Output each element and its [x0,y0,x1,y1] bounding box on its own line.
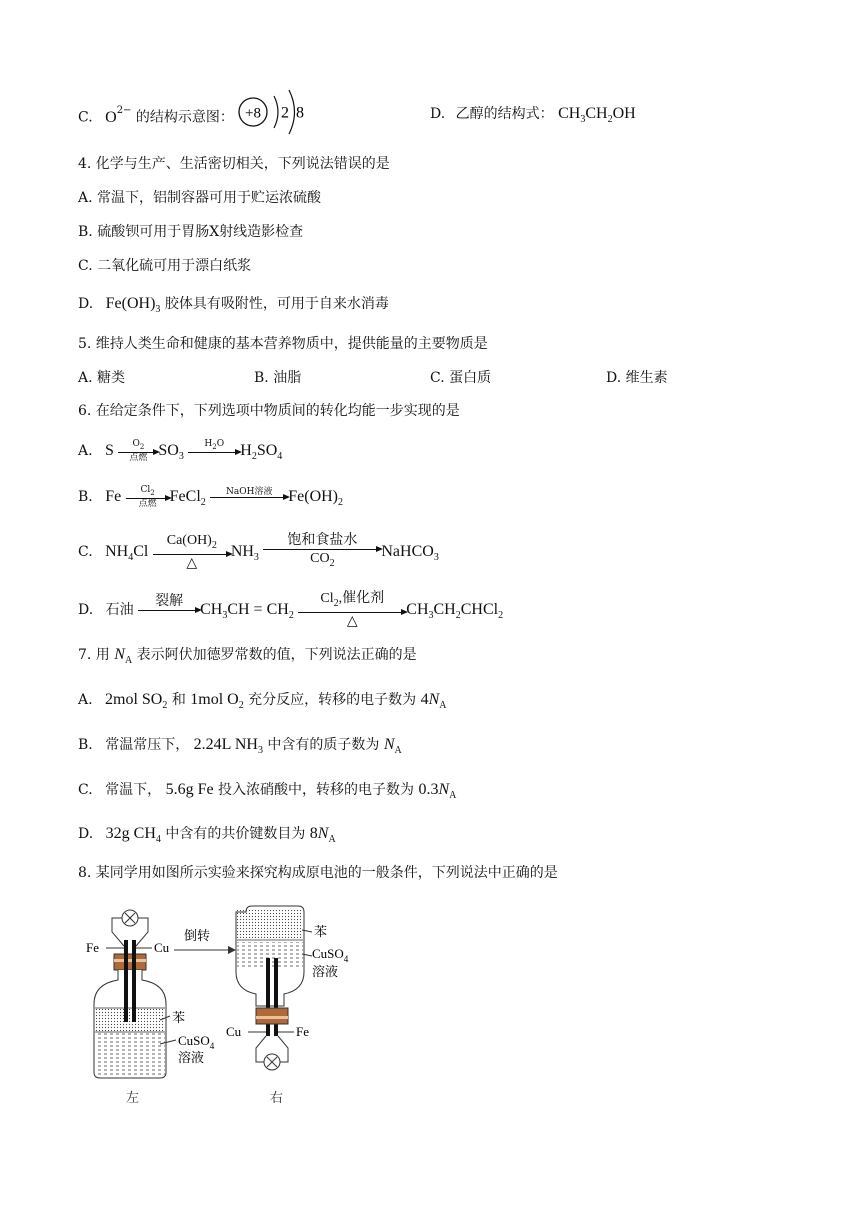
q6-d-s1: 石油 [105,602,134,618]
q3-c-label: C. [78,109,93,126]
right-caption: 右 [270,1091,284,1106]
q4-option-c: C. 二氧化硫可用于漂白纸浆 [78,258,252,274]
q7-option-d [78,824,336,850]
q4-d-label: D. [78,296,94,312]
right-cu-label: Cu [226,1024,242,1039]
q3-c-charge: 2− [116,105,132,116]
q6-a-s2: $SO_3$ [158,442,184,463]
left-fe-label: Fe [86,940,99,955]
shell-2-count: 8 [296,104,304,122]
q7-option-c [78,780,456,806]
q7-stem-post: 表示阿伏加德罗常数的值，下列说法正确的是 [136,647,417,663]
q6-d-arrow-2 [298,590,406,630]
q6-a-arrow1-bottom: 点燃 [129,452,148,463]
q6-b-arrow2-top: NaOH溶液 [226,486,273,497]
q6-option-a [78,436,282,466]
q7-c-value: $0.3N_A$ [418,781,457,802]
q6-a-arrow2-top: $H_2O$ [204,439,225,451]
q7-d-label: D. [78,826,94,842]
q3-option-c [78,102,234,126]
q6-d-arrow2-bottom: △ [346,612,358,629]
q6-c-arrow-2 [263,532,381,572]
q7-d-ch4: 32g $CH_4$ [105,825,161,846]
q7-stem-pre: 7. 用 [78,647,110,663]
q6-option-b [78,482,343,512]
q3-d-text: 乙醇的结构式： [455,106,554,122]
q6-d-arrow-1 [138,593,200,628]
left-cu-label: Cu [154,940,170,955]
q6-c-label: C. [78,544,93,560]
q6-d-label: D. [78,602,94,618]
q4-d-formula: $Fe(OH)_3$ [105,295,161,316]
q6-c-arrow1-bottom: △ [186,554,198,571]
left-caption: 左 [126,1091,140,1106]
right-fe-label: Fe [296,1024,309,1039]
q6-b-label: B. [78,489,93,505]
q5-option-a: A. 糖类 [78,370,126,386]
q6-d-s3: $CH_3CH_2CHCl_2$ [406,601,504,622]
q6-c-arrow-1 [153,532,231,572]
q6-c-arrow1-top: $Ca(OH)_2$ [166,533,217,551]
q7-b-nh3: 2.24L $NH_3$ [193,736,263,757]
q7-option-a [78,690,447,716]
invert-arrow [174,929,236,954]
q7-option-b [78,735,402,761]
q6-b-s1: Fe [105,488,122,505]
q5-stem: 5. 维持人类生命和健康的基本营养物质中，提供能量的主要物质是 [78,336,488,352]
q5-option-b: B. 油脂 [254,370,302,386]
q6-option-d [78,588,503,632]
q6-c-s1: $NH_4Cl$ [105,543,149,564]
q6-a-s3: $H_2SO_4$ [240,442,283,463]
q7-b-value: $N_A$ [383,736,402,757]
q7-c-fe: 5.6g Fe [165,781,214,798]
q7-c-label: C. [78,782,93,798]
q6-d-s2: $CH_3CH = CH_2$ [200,601,294,622]
q6-b-s3: $Fe(OH)_2$ [288,488,343,509]
q6-a-label: A. [78,443,93,459]
q6-c-s2: $NH_3$ [230,543,259,564]
q7-b-text: 中含有的质子数为 [267,737,380,753]
shell-1-count: 2 [281,104,289,122]
q7-stem [78,645,417,671]
oxide-ion-structure-diagram [236,86,316,138]
q4-option-b: B. 硫酸钡可用于胃肠X射线造影检查 [78,224,304,240]
right-benzene-label: 苯 [314,925,328,940]
q5-option-d: D. 维生素 [606,370,668,386]
q7-a-value: $4N_A$ [420,691,447,712]
q6-a-arrow-2 [188,439,240,463]
q6-b-arrow1-bottom: 点燃 [138,498,157,509]
q6-c-s3: NaHCO$_3$ [381,543,439,564]
right-apparatus [226,906,349,1106]
q6-c-arrow2-top: 饱和食盐水 [287,532,358,549]
q7-a-so2: 2mol $SO_2$ [105,691,168,712]
nucleus-charge: +8 [245,105,261,122]
q6-a-arrow-1 [118,439,158,463]
q7-b-cond: 常温常压下， [105,737,190,753]
q4-option-a: A. 常温下，铝制容器可用于贮运浓硫酸 [78,190,322,206]
q6-b-arrow-2 [210,487,288,508]
q7-stem-na: $N_A$ [114,646,133,667]
q3-d-label: D. [430,106,446,122]
q6-c-arrow2-bottom: $CO_2$ [310,551,335,569]
left-cuso4-label: CuSO$_4$ [178,1033,215,1051]
q4-option-d [78,294,389,320]
q4-d-text: 胶体具有吸附性，可用于自来水消毒 [164,296,389,312]
q7-c-text: 投入浓硝酸中，转移的电子数为 [218,782,415,798]
q8-stem: 8. 某同学用如图所示实验来探究构成原电池的一般条件，下列说法中正确的是 [78,865,558,881]
q7-c-cond: 常温下， [105,782,162,798]
q5-option-c: C. 蛋白质 [430,370,492,386]
q7-a-and: 和 [171,692,186,708]
q6-stem: 6. 在给定条件下，下列选项中物质间的转化均能一步实现的是 [78,403,460,419]
q3-c-text: 的结构示意图： [135,109,234,126]
q4-stem: 4. 化学与生产、生活密切相关，下列说法错误的是 [78,156,390,172]
right-cuso4-label: CuSO$_4$ [312,946,349,964]
galvanic-cell-figure [80,900,380,1110]
q6-option-c [78,530,439,574]
q6-d-arrow1-top: 裂解 [155,592,184,609]
q3-c-ion: O [105,108,117,126]
q6-a-arrow1-top: $O_2$ [132,439,145,451]
left-benzene-label: 苯 [172,1011,186,1026]
q6-d-arrow2-top: $Cl_2$,催化剂 [320,591,385,609]
q6-b-arrow1-top: $Cl_2$ [140,485,155,497]
q6-b-arrow-1 [126,485,170,509]
q7-a-o2: 1mol $O_2$ [190,691,244,712]
q6-b-s2: FeCl$_2$ [169,488,206,509]
q7-d-text: 中含有的共价键数目为 [165,826,306,842]
q6-a-s1: S [105,442,114,459]
q3-option-d [430,102,636,126]
q3-d-formula: $CH_3CH_2OH$ [558,105,636,126]
q7-d-value: $8N_A$ [309,825,336,846]
right-solution-label: 溶液 [312,965,339,980]
invert-label: 倒转 [184,929,211,944]
left-solution-label: 溶液 [178,1051,205,1066]
q7-a-label: A. [78,692,93,708]
q7-b-label: B. [78,737,93,753]
q7-a-text: 充分反应，转移的电子数为 [248,692,417,708]
